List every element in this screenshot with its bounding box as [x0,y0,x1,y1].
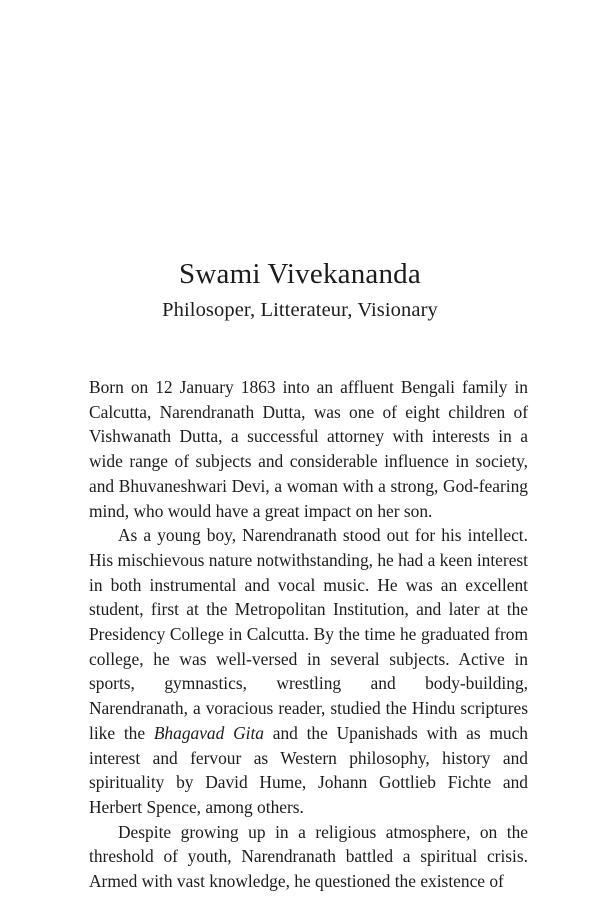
body-text [89,375,528,894]
page-title: Swami Vivekananda [179,258,421,290]
page-subtitle: Philosoper, Litterateur, Visionary [162,299,438,321]
paragraph-3-text: Despite growing up in a religious atmosphere, on the threshold of youth, Narendranath battled a spiritual crisis. Armed with vast knowledge, he questioned the existence of [89,821,528,892]
book-title-italic: Bhagavad Gita [153,722,264,743]
paragraph-1 [89,375,528,523]
paragraph-2-text-after: and the Upanishads with as much interest and fervour as Western philosophy, history and spirituality by David Hume, Johann Gottlieb Fichte and Herbert Spence, among others. [89,722,528,817]
paragraph-2-text-before: As a young boy, Narendranath stood out for his intellect. His mischievous nature notwithstanding, he had a keen interest in both instrumental and vocal music. He was an excellent student, first at the Metropolitan Institution, and later at the Presidency College in Calcutta. By the time he graduated from college, he was well-versed in several subjects. Active in sports, gymnastics, wrestling and body-building, Narendranath, a voracious reader, studied the Hindu scriptures like the [89,525,529,743]
paragraph-2 [89,523,528,819]
chapter-heading [0,256,600,324]
paragraph-3 [89,820,528,894]
paragraph-1-text: Born on 12 January 1863 into an affluent Bengali family in Calcutta, Narendranath Dutta, was one of eight children of Vishwanath Dutta, a successful attorney with interests in a wide range of subjects and considerable influence in society, and Bhuvaneshwari Devi, a woman with a strong, God-fearing mind, who would have a great impact on her son. [89,377,528,521]
